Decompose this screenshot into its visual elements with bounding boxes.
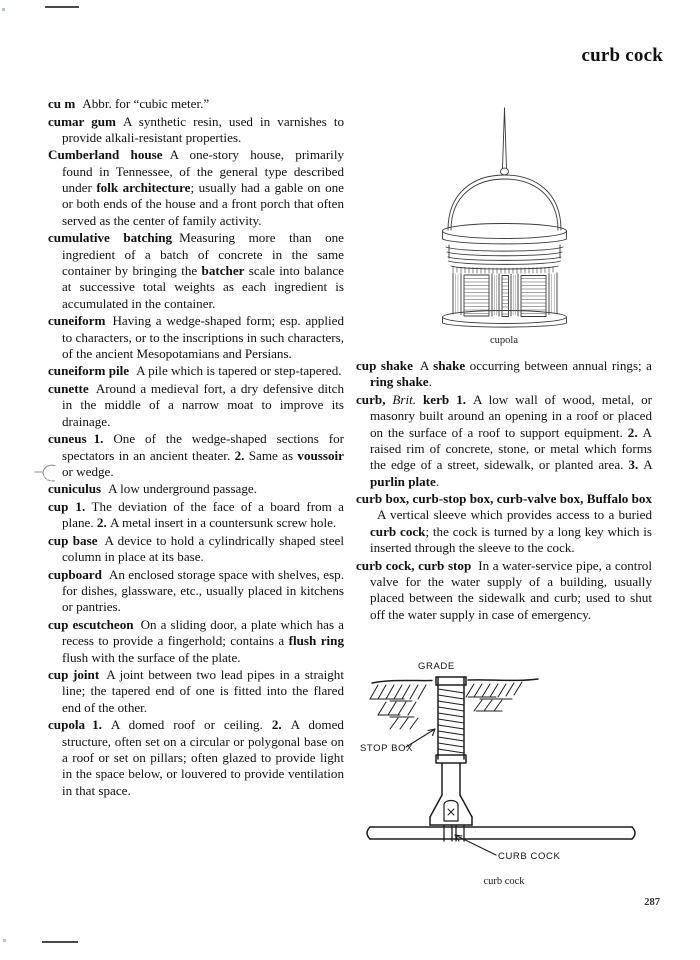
label-curb-cock: CURB COCK xyxy=(498,851,561,862)
cupola-line-drawing xyxy=(356,100,652,328)
label-stop-box: STOP BOX xyxy=(360,743,414,754)
entry-headword: cup escutcheon xyxy=(48,616,134,632)
entry-variant-headword: kerb xyxy=(423,391,450,407)
sense-number: 1. xyxy=(93,431,104,447)
dictionary-entry xyxy=(48,617,344,666)
entry-body: or wedge. xyxy=(62,463,114,479)
entry-body: In a water-service pipe, a control valve for the water supply of a building, usually placed between the sidewalk and curb; used to shut off the water supply in case of emergency. xyxy=(370,557,652,622)
entry-body: An enclosed storage space with shelves, esp. for dishes, glassware, etc., usually placed in kitchens or pantries. xyxy=(62,566,344,615)
scan-artifact-bottom xyxy=(42,941,78,943)
ground-hatching xyxy=(370,682,522,729)
dome xyxy=(448,175,561,230)
dictionary-entry xyxy=(48,114,344,147)
entry-body: A domed structure, often set on a circular or polygonal base on a roof or set on pillars; often glazed to provide light in the space below, or louvered to provide ventilation in that space. xyxy=(62,717,344,798)
entry-headword: cumulative batching xyxy=(48,230,173,246)
entry-cross-reference: ring shake xyxy=(370,374,429,390)
dictionary-entry xyxy=(356,392,652,490)
curb-cock-diagram xyxy=(356,655,652,870)
entry-body: A synthetic resin, used in varnishes to provide alkali-resistant properties. xyxy=(62,113,344,145)
entry-body: A vertical sleeve which provides access to a buried xyxy=(377,507,652,523)
entry-body: A low underground passage. xyxy=(108,481,257,497)
entry-body: A xyxy=(643,457,652,473)
entry-cross-reference: batcher xyxy=(201,263,245,278)
entry-body: Having a wedge-shaped form; esp. applied to characters, or to the inscriptions in such characters, of the ancient Mesopotamians and Persians. xyxy=(62,313,344,361)
entry-headword: cupboard xyxy=(48,566,102,582)
entry-headword: cupola xyxy=(48,717,86,733)
sense-number: 3. xyxy=(628,457,639,473)
entry-cross-reference: purlin plate xyxy=(370,473,436,489)
entry-body: A domed roof or ceiling. xyxy=(110,717,272,733)
dictionary-entry xyxy=(48,431,344,480)
dictionary-entry xyxy=(48,96,344,112)
sense-number: 1. xyxy=(92,717,102,733)
entry-headword: cuneiform xyxy=(48,313,106,329)
entry-body: A metal insert in a countersunk screw hole. xyxy=(110,515,337,531)
entry-headword: cumar gum xyxy=(48,113,116,129)
figure-cupola xyxy=(356,100,652,346)
finial-spire xyxy=(503,108,505,168)
figure-caption: curb cock xyxy=(483,876,525,887)
entry-headword: cuneiform pile xyxy=(48,363,130,379)
dictionary-entry xyxy=(356,491,652,556)
page-number: 287 xyxy=(644,897,660,908)
dictionary-entry xyxy=(48,533,344,566)
entry-headword: cup xyxy=(48,498,69,514)
entry-headword: cu m xyxy=(48,96,76,111)
entry-cross-reference: shake xyxy=(433,358,466,373)
entry-usage-label: Brit. xyxy=(392,391,417,407)
entry-headword: cup shake xyxy=(356,358,413,373)
cornice-top xyxy=(443,224,567,239)
sense-number: 1. xyxy=(75,498,86,514)
figure-caption: cupola xyxy=(490,335,518,346)
valve-body xyxy=(430,795,442,817)
entry-body: flush with the surface of the plate. xyxy=(62,649,241,665)
sense-number: 2. xyxy=(627,424,638,440)
entry-body: A pile which is tapered or step-tapered. xyxy=(136,363,342,379)
entry-body: ; usually had a gable on one or both ends of the house and a front porch that often served as the center of family activity. xyxy=(62,180,344,228)
dictionary-entry xyxy=(356,358,652,391)
entry-body: One of the wedge-shaped sections for spectators in an ancient theater. xyxy=(62,431,344,463)
sense-number: 2. xyxy=(234,447,245,463)
left-text-column xyxy=(48,96,344,800)
entry-headword: Cumberland house xyxy=(48,147,163,163)
entry-body: A raised rim of concrete, stone, or metal which forms the edge of a street, sidewalk, or planted area. xyxy=(370,424,652,473)
pencil-annotation-mark xyxy=(34,455,74,499)
entry-headword: cup joint xyxy=(48,667,100,683)
entry-body: The deviation of the face of a board from a plane. xyxy=(62,498,344,531)
entry-cross-reference: folk architecture xyxy=(96,180,191,196)
entry-cross-reference: curb cock xyxy=(370,523,426,539)
sense-number: 1. xyxy=(456,391,467,407)
sense-number: 2. xyxy=(271,717,282,733)
scan-speck-bottom xyxy=(3,939,6,942)
columns xyxy=(453,273,557,316)
dictionary-entry xyxy=(48,667,344,716)
entry-body: Around a medieval fort, a dry defensive ditch in the middle of a narrow moat to improve its drainage. xyxy=(62,380,344,429)
entry-headword: curb cock, curb stop xyxy=(356,557,472,573)
dictionary-entry xyxy=(48,499,344,532)
dictionary-entry xyxy=(48,313,344,362)
scan-speck-top xyxy=(2,8,5,11)
entry-body: Measuring more than one ingredient of a batch of concrete in the same container by bringing the xyxy=(62,230,344,278)
leader-curb-cock xyxy=(455,835,496,855)
running-head: curb cock xyxy=(581,45,663,66)
entry-body: A xyxy=(419,358,434,373)
dictionary-entry xyxy=(356,558,652,623)
entry-body: Abbr. for “cubic meter.” xyxy=(82,96,210,111)
entry-body: Same as xyxy=(248,447,298,463)
dictionary-entry xyxy=(48,381,344,430)
entry-headword: cuneus xyxy=(48,431,87,447)
dictionary-entry xyxy=(48,147,344,229)
entry-body: ; the cock is turned by a long key which is inserted through the sleeve to the cock. xyxy=(370,523,653,556)
entry-headword: cunette xyxy=(48,380,89,396)
entry-body: On a sliding door, a plate which has a recess to provide a fingerhold; contains a xyxy=(62,616,344,649)
entry-body: A low wall of wood, metal, or masonry built around an opening in a roof or placed on the surface of a roof to support equipment. xyxy=(370,391,652,440)
entry-body: . xyxy=(435,473,440,489)
figure-curb-cock xyxy=(356,655,652,887)
dictionary-entry xyxy=(48,230,344,312)
capital-band xyxy=(451,266,558,269)
scan-artifact-top xyxy=(45,6,79,8)
entry-body: occurring between annual rings; a xyxy=(465,358,652,373)
entry-headword: cuniculus xyxy=(48,481,102,497)
label-grade: GRADE xyxy=(418,661,455,672)
base-platform xyxy=(443,311,567,324)
entry-body: . xyxy=(428,374,432,390)
entry-cross-reference: voussoir xyxy=(297,447,344,463)
dictionary-entry xyxy=(48,567,344,616)
sense-number: 2. xyxy=(96,515,107,531)
entry-headword: cup base xyxy=(48,532,98,548)
entry-body: scale into balance at successive total weights as each ingredient is accumulated in the container. xyxy=(62,263,344,311)
entry-body: A joint between two lead pipes in a straight line; the tapered end of one is fitted into the flared end of the other. xyxy=(62,667,344,715)
dictionary-entry xyxy=(48,717,344,799)
entry-headword: curb, xyxy=(356,391,386,407)
entry-body: A device to hold a cylindrically shaped steel column in place at its base. xyxy=(62,532,344,565)
grade-line xyxy=(372,680,432,683)
dictionary-entry xyxy=(48,363,344,379)
entry-body: A one-story house, primarily found in Tennessee, of the general type described under xyxy=(62,147,344,196)
dictionary-entry xyxy=(48,481,344,497)
riser-corrugations xyxy=(438,689,464,753)
right-text-column xyxy=(356,358,652,624)
entry-cross-reference: flush ring xyxy=(288,633,344,649)
finial-ball xyxy=(501,168,509,175)
entry-headword: curb box, curb-stop box, curb-valve box, Buffalo box xyxy=(356,491,652,507)
